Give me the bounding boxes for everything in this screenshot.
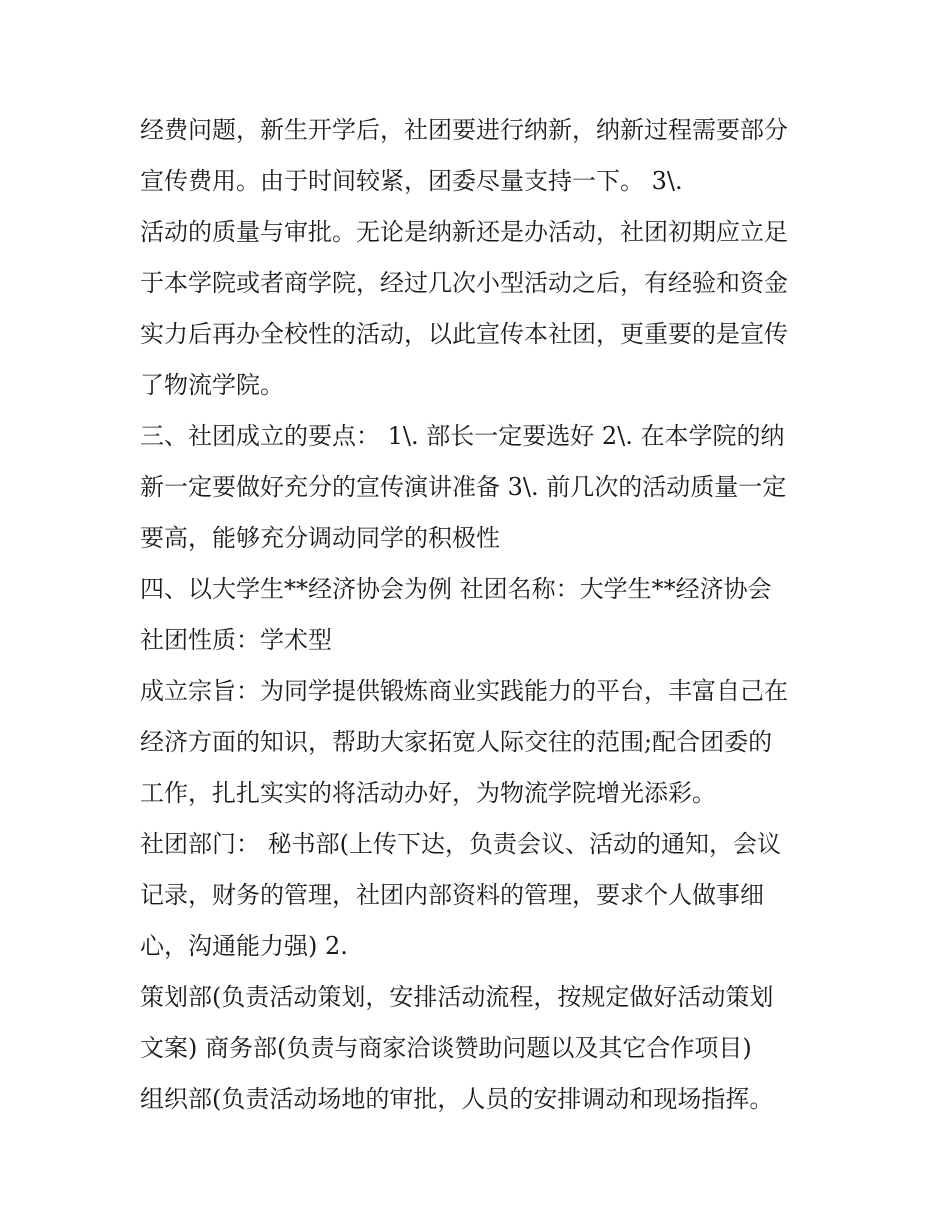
text-line: 文案) 商务部(负责与商家洽谈赞助问题以及其它合作项目) [140,1034,752,1062]
text-line: 社团性质：学术型 [140,626,332,654]
document-body [140,105,820,1125]
text-line: 经费问题，新生开学后，社团要进行纳新，纳新过程需要部分 [140,116,788,144]
text-line: 经济方面的知识，帮助大家拓宽人际交往的范围;配合团委的 [140,728,773,756]
text-line: 三、社团成立的要点： 1\. 部长一定要选好 2\. 在本学院的纳 [140,422,785,450]
text-line: 记录，财务的管理，社团内部资料的管理，要求个人做事细 [140,881,764,909]
text-line: 实力后再办全校性的活动，以此宣传本社团，更重要的是宣传 [140,320,788,348]
text-line: 了物流学院。 [140,371,284,399]
text-line: 策划部(负责活动策划，安排活动流程，按规定做好活动策划 [140,983,774,1011]
text-line: 四、以大学生**经济协会为例 社团名称：大学生**经济协会 [140,575,772,603]
text-line: 组织部(负责活动场地的审批，人员的安排调动和现场指挥。 [140,1085,774,1113]
text-line: 要高，能够充分调动同学的积极性 [140,524,500,552]
text-line: 工作，扎扎实实的将活动办好，为物流学院增光添彩。 [140,779,716,807]
text-line: 于本学院或者商学院，经过几次小型活动之后，有经验和资金 [140,269,788,297]
text-line: 活动的质量与审批。无论是纳新还是办活动，社团初期应立足 [140,218,788,246]
text-line: 社团部门： 秘书部(上传下达，负责会议、活动的通知，会议 [140,830,781,858]
text-line: 宣传费用。由于时间较紧，团委尽量支持一下。 3\. [140,167,683,195]
text-line: 新一定要做好充分的宣传演讲准备 3\. 前几次的活动质量一定 [140,473,787,501]
text-line: 心，沟通能力强) 2. [140,932,348,960]
text-line: 成立宗旨：为同学提供锻炼商业实践能力的平台，丰富自己在 [140,677,788,705]
